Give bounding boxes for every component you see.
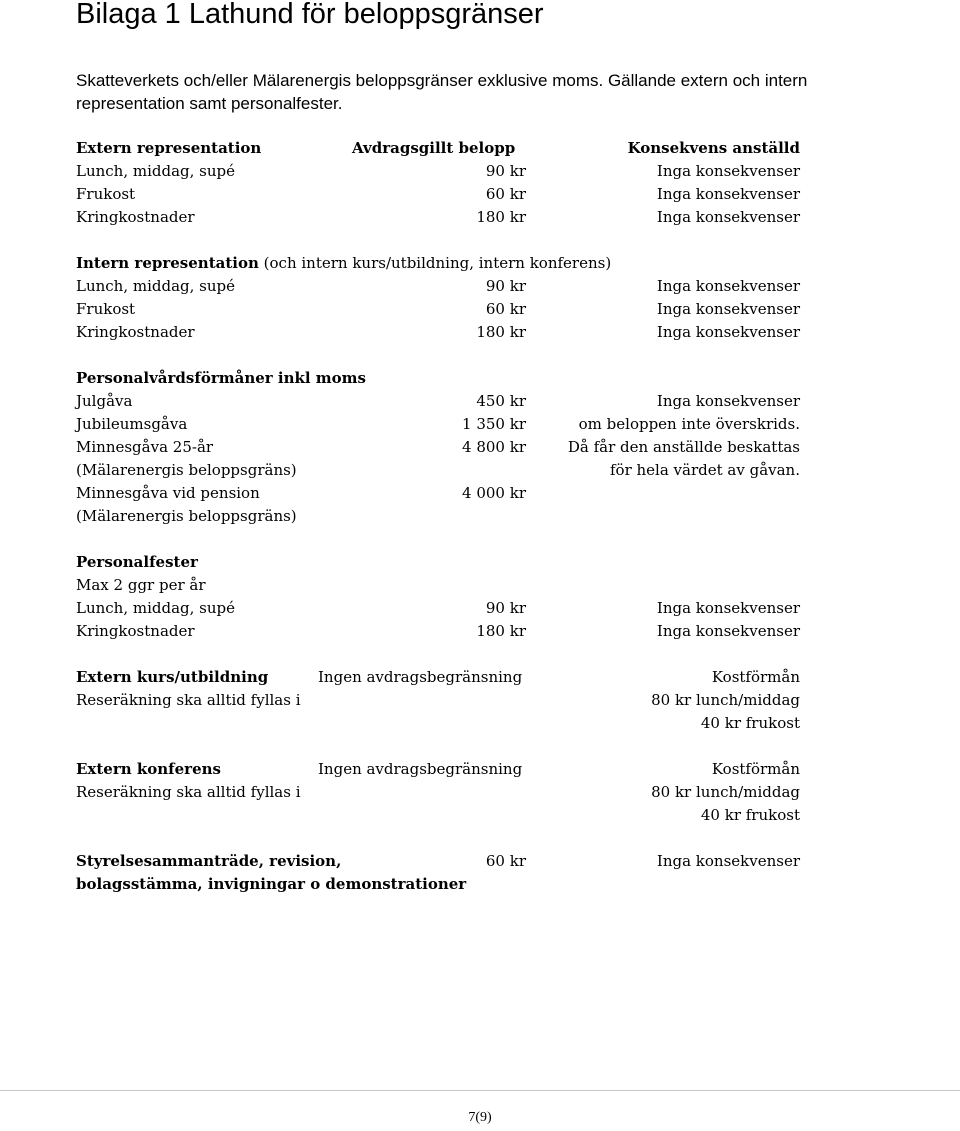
row-label: Minnesgåva vid pension [76, 484, 260, 502]
section-heading-personalfester [76, 551, 800, 574]
row-label: Reseräkning ska alltid fyllas i [76, 783, 301, 801]
section-heading: Personalvårdsförmåner inkl moms [76, 369, 367, 387]
row-consequence: 40 kr frukost [700, 714, 800, 732]
row-consequence: Då får den anställde beskattas [567, 438, 800, 456]
row-consequence: Kostförmån [711, 668, 800, 686]
section-heading: Extern konferens [76, 760, 221, 778]
row-consequence: 80 kr lunch/middag [651, 691, 800, 709]
row-consequence: Inga konsekvenser [656, 185, 800, 203]
section-heading-intern [76, 252, 800, 275]
row-label: Julgåva [76, 392, 133, 410]
row-consequence: för hela värdet av gåvan. [609, 461, 800, 479]
row-consequence: om beloppen inte överskrids. [578, 415, 800, 433]
row-label: Frukost [76, 300, 136, 318]
row-amount: 4 000 kr [462, 484, 526, 502]
limits-table [76, 137, 800, 896]
row-consequence: Inga konsekvenser [656, 392, 800, 410]
section-heading-personalvard [76, 367, 800, 390]
row-label: (Mälarenergis beloppsgräns) [76, 507, 297, 525]
row-amount: 180 kr [476, 622, 526, 640]
row-amount: 90 kr [485, 277, 526, 295]
section-heading-cont: bolagsstämma, invigningar o demonstrationer [76, 875, 467, 893]
row-label: Reseräkning ska alltid fyllas i [76, 691, 301, 709]
row-label: Kringkostnader [76, 323, 195, 341]
row-amount: 4 800 kr [462, 438, 526, 456]
section-heading-bold: Intern representation [76, 254, 259, 272]
table-row [76, 781, 800, 804]
row-consequence: Inga konsekvenser [656, 323, 800, 341]
table-row [76, 804, 800, 827]
header-col-3: Konsekvens anställd [627, 139, 800, 157]
section-note: Ingen avdragsbegränsning [318, 668, 523, 686]
table-row [76, 482, 800, 505]
table-row [76, 436, 800, 459]
table-header [76, 137, 800, 160]
row-amount: 1 350 kr [462, 415, 526, 433]
row-consequence: Inga konsekvenser [656, 852, 800, 870]
row-consequence: Inga konsekvenser [656, 300, 800, 318]
row-amount: 180 kr [476, 323, 526, 341]
row-amount: 450 kr [476, 392, 526, 410]
row-label: Jubileumsgåva [76, 415, 188, 433]
table-row [76, 206, 800, 229]
table-row [76, 689, 800, 712]
row-label: Lunch, middag, supé [76, 277, 236, 295]
row-consequence: Inga konsekvenser [656, 622, 800, 640]
header-col-2: Avdragsgillt belopp [352, 139, 516, 157]
row-amount: 180 kr [476, 208, 526, 226]
row-label: Kringkostnader [76, 622, 195, 640]
section-heading: Personalfester [76, 553, 198, 571]
table-row [76, 390, 800, 413]
row-consequence: Inga konsekvenser [656, 208, 800, 226]
section-extern-konferens [76, 758, 800, 781]
table-row [76, 873, 800, 896]
row-label: Kringkostnader [76, 208, 195, 226]
row-consequence: 40 kr frukost [700, 806, 800, 824]
page-number: 7(9) [468, 1110, 492, 1125]
table-row [76, 298, 800, 321]
row-label: Frukost [76, 185, 136, 203]
section-heading-rest: (och intern kurs/utbildning, intern konferens) [258, 254, 612, 272]
section-extern-kurs [76, 666, 800, 689]
header-col-1: Extern representation [76, 139, 262, 157]
table-row [76, 597, 800, 620]
row-label: (Mälarenergis beloppsgräns) [76, 461, 297, 479]
section-subheading [76, 574, 800, 597]
section-heading: Extern kurs/utbildning [76, 668, 269, 686]
row-label: Minnesgåva 25-år [76, 438, 214, 456]
row-amount: 60 kr [485, 300, 526, 318]
row-label: Lunch, middag, supé [76, 599, 236, 617]
table-row [76, 413, 800, 436]
row-amount: 90 kr [485, 599, 526, 617]
table-row [76, 183, 800, 206]
table-row [76, 459, 800, 482]
row-amount: 60 kr [485, 852, 526, 870]
page-title: Bilaga 1 Lathund för beloppsgränser [76, 0, 544, 30]
row-amount: 90 kr [485, 162, 526, 180]
footer-divider [0, 1090, 960, 1091]
row-consequence: 80 kr lunch/middag [651, 783, 800, 801]
section-styrelse [76, 850, 800, 873]
row-consequence: Inga konsekvenser [656, 599, 800, 617]
table-row [76, 321, 800, 344]
section-heading: Styrelsesammanträde, revision, [76, 852, 342, 870]
row-amount: 60 kr [485, 185, 526, 203]
intro-text: Skatteverkets och/eller Mälarenergis beloppsgränser exklusive moms. Gällande extern och intern representation samt personalfester. [76, 71, 808, 113]
row-consequence: Inga konsekvenser [656, 162, 800, 180]
table-row [76, 275, 800, 298]
table-row [76, 160, 800, 183]
row-consequence: Inga konsekvenser [656, 277, 800, 295]
table-row [76, 712, 800, 735]
row-label: Lunch, middag, supé [76, 162, 236, 180]
table-row [76, 620, 800, 643]
row-consequence: Kostförmån [711, 760, 800, 778]
table-row [76, 505, 800, 528]
section-note: Ingen avdragsbegränsning [318, 760, 523, 778]
subheading-text: Max 2 ggr per år [76, 576, 206, 594]
